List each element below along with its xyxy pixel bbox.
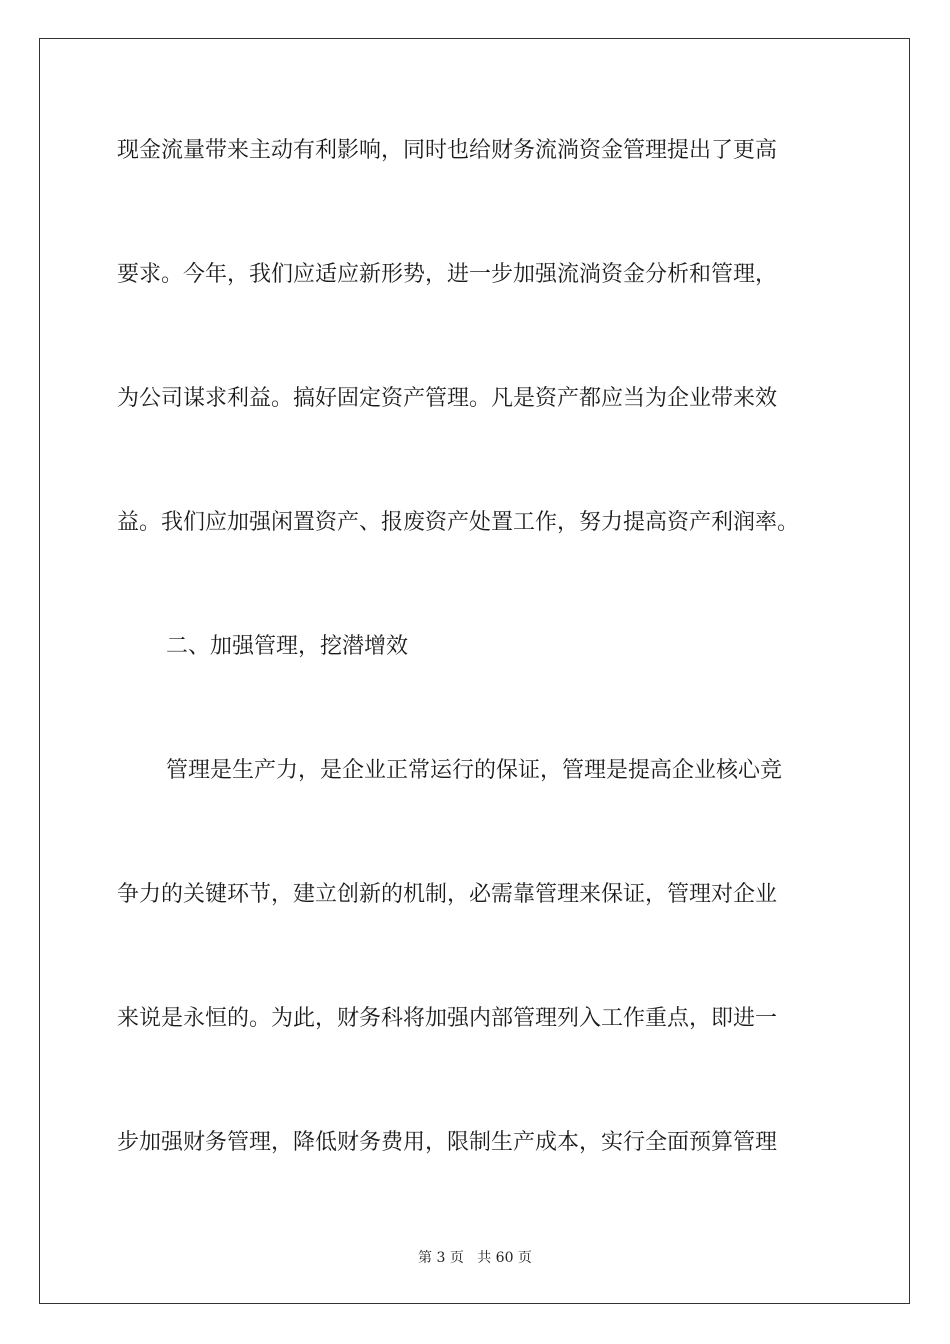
body-line: 现金流量带来主动有利影响，同时也给财务流淌资金管理提出了更高	[117, 138, 778, 163]
body-line: 步加强财务管理，降低财务费用，限制生产成本，实行全面预算管理	[117, 1130, 778, 1155]
page-total: 共 60 页	[477, 1250, 532, 1266]
body-line: 为公司谋求利益。搞好固定资产管理。凡是资产都应当为企业带来效	[117, 386, 778, 411]
body-line: 要求。今年，我们应适应新形势，进一步加强流淌资金分析和管理，	[117, 262, 778, 287]
section-heading: 二、加强管理，挖潜增效	[166, 634, 409, 659]
page-frame	[39, 38, 910, 1304]
body-line: 争力的关键环节，建立创新的机制，必需靠管理来保证，管理对企业	[117, 882, 778, 907]
body-line: 管理是生产力，是企业正常运行的保证，管理是提高企业核心竞	[166, 758, 783, 783]
page-number: 第 3 页	[418, 1250, 464, 1266]
body-line: 益。我们应加强闲置资产、报废资产处置工作，努力提高资产利润率。	[117, 510, 800, 535]
body-line: 来说是永恒的。为此，财务科将加强内部管理列入工作重点，即进一	[117, 1006, 778, 1031]
page-footer	[0, 1247, 950, 1267]
